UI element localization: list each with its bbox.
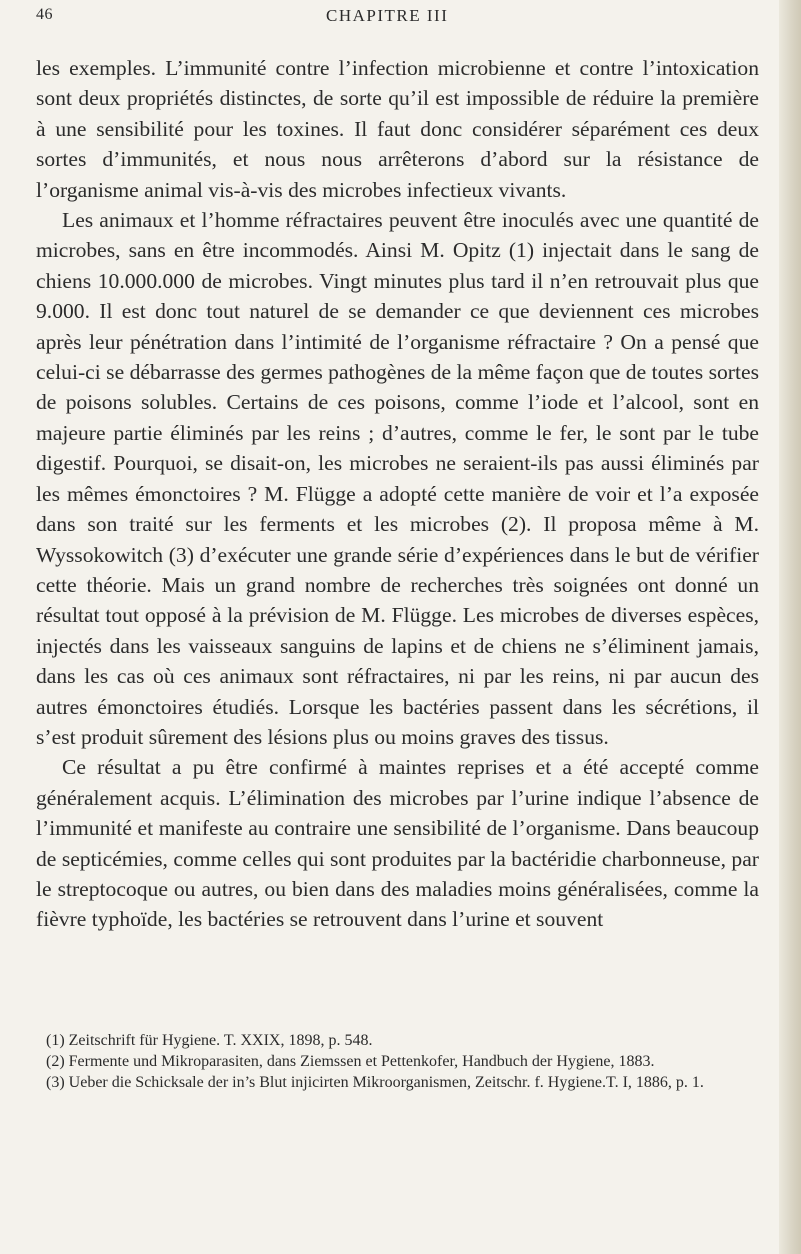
chapter-title: CHAPITRE III — [326, 6, 449, 25]
footnote-1: (1) Zeitschrift für Hygiene. T. XXIX, 1898, p. 548. — [46, 1032, 373, 1049]
paragraph-1: les exemples. L’immunité contre l’infection microbienne et contre l’intoxication sont deux propriétés distinctes, de sorte qu’il est impossible de réduire la première à une sensibilité pour les toxines. Il faut donc considérer séparément ces deux sortes d’immunités, et nous nous arrêterons d’abord sur la résistance de l’organisme animal vis-à-vis des microbes infectieux vivants. — [36, 56, 759, 202]
footnotes — [36, 1030, 759, 1093]
running-head — [36, 6, 736, 42]
footnote-2: (2) Fermente und Mikroparasiten, dans Ziemssen et Pettenkofer, Handbuch der Hygiene, 1883. — [46, 1053, 655, 1070]
body-text — [36, 53, 759, 935]
page-edge-shadow — [779, 0, 801, 1254]
paragraph-2: Les animaux et l’homme réfractaires peuvent être inoculés avec une quantité de microbes, sans en être incommodés. Ainsi M. Opitz (1) injectait dans le sang de chiens 10.000.000 de microbes. Vingt minutes plus tard il n’en retrouvait plus que 9.000. Il est donc tout naturel de se demander ce que deviennent ces microbes après leur pénétration dans l’intimité de l’organisme réfractaire ? On a pensé que celui-ci se débarrasse des germes pathogènes de la même façon que de toutes sortes de poisons solubles. Certains de ces poisons, comme l’iode et l’alcool, sont en majeure partie éliminés par les reins ; d’autres, comme le fer, le sont par le tube digestif. Pourquoi, se disait-on, les microbes ne seraient-ils pas aussi éliminés par les mêmes émonctoires ? M. Flügge a adopté cette manière de voir et l’a exposée dans son traité sur les ferments et les microbes (2). Il proposa même à M. Wyssokowitch (3) d’exécuter une grande série d’expériences dans le but de vérifier cette théorie. Mais un grand nombre de recherches très soignées ont donné un résultat tout opposé à la prévision de M. Flügge. Les microbes de diverses espèces, injectés dans les vaisseaux sanguins de lapins et de chiens ne s’éliminent jamais, dans les cas où ces animaux sont réfractaires, ni par les reins, ni par aucun des autres émonctoires étudiés. Lorsque les bactéries passent dans les sécrétions, il s’est produit sûrement des lésions plus ou moins graves des tissus. — [36, 208, 759, 749]
paragraph-3: Ce résultat a pu être confirmé à maintes reprises et a été accepté comme généralement acquis. L’élimination des microbes par l’urine indique l’absence de l’immunité et manifeste au contraire une sensibilité de l’organisme. Dans beaucoup de septicémies, comme celles qui sont produites par la bactéridie charbonneuse, par le streptocoque ou autres, ou bien dans des maladies moins généralisées, comme la fièvre typhoïde, les bactéries se retrouvent dans l’urine et souvent — [36, 755, 759, 932]
page-number: 46 — [36, 6, 53, 23]
footnote-3: (3) Ueber die Schicksale der in’s Blut injicirten Mikroorganismen, Zeitschr. f. Hygiene.T. I, 1886, p. 1. — [46, 1074, 704, 1091]
